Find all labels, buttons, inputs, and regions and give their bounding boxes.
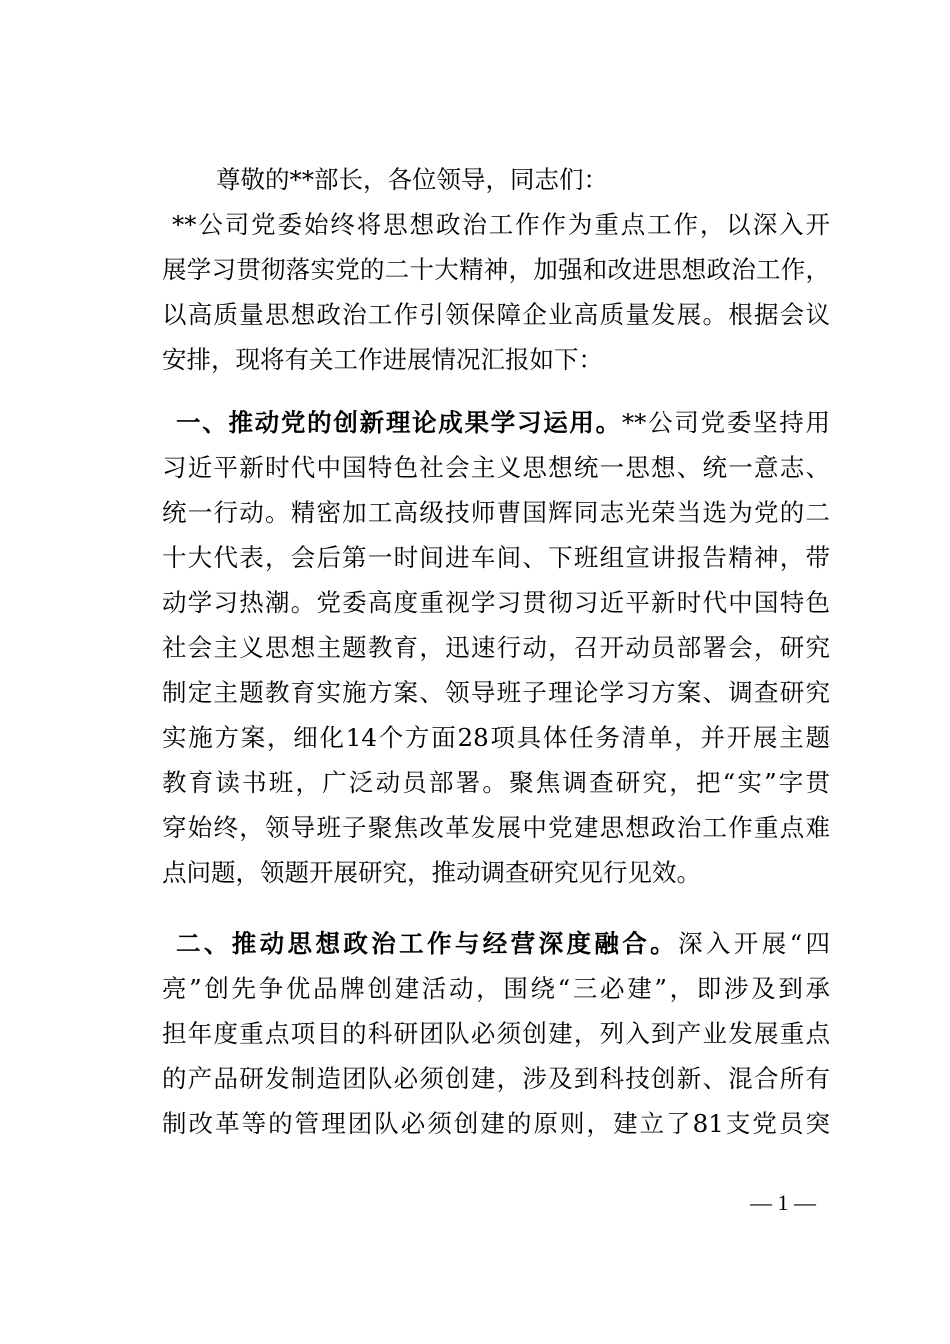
section1-line-3: 十大代表，会后第一时间进车间、下班组宣讲报告精神，带 xyxy=(162,543,830,572)
intro-line-4: 安排，现将有关工作进展情况汇报如下： xyxy=(162,345,603,374)
page-number: — 1 — xyxy=(750,1190,816,1215)
section1-line-5: 社会主义思想主题教育，迅速行动，召开动员部署会，研究 xyxy=(162,633,830,662)
section2-line-4: 制改革等的管理团队必须创建的原则，建立了81支党员突 xyxy=(162,1109,830,1138)
intro-line-3: 以高质量思想政治工作引领保障企业高质量发展。根据会议 xyxy=(162,300,830,329)
section1-line-10: 点问题，领题开展研究，推动调查研究见行见效。 xyxy=(162,858,701,887)
section1-line-4: 动学习热潮。党委高度重视学习贯彻习近平新时代中国特色 xyxy=(162,588,830,617)
section1-line-8: 教育读书班，广泛动员部署。聚焦调查研究，把“实”字贯 xyxy=(162,768,830,797)
section2-line-3: 的产品研发制造团队必须创建，涉及到科技创新、混合所有 xyxy=(162,1064,830,1093)
section2-line-1: 亮”创先争优品牌创建活动，围绕“三必建”，即涉及到承 xyxy=(162,974,830,1003)
salutation: 尊敬的**部长，各位领导，同志们： xyxy=(216,165,608,194)
section1-line-7: 实施方案，细化14个方面28项具体任务清单，并开展主题 xyxy=(162,723,830,752)
intro-line-2: 展学习贯彻落实党的二十大精神，加强和改进思想政治工作， xyxy=(162,255,830,284)
section1-line-2: 统一行动。精密加工高级技师曹国辉同志光荣当选为党的二 xyxy=(162,498,830,527)
section2-line-2: 担年度重点项目的科研团队必须创建，列入到产业发展重点 xyxy=(162,1019,830,1048)
section2-first-line-text: 深入开展“四 xyxy=(678,929,831,958)
section1-line-6: 制定主题教育实施方案、领导班子理论学习方案、调查研究 xyxy=(162,678,830,707)
section1-line-1: 习近平新时代中国特色社会主义思想统一思想、统一意志、 xyxy=(162,453,830,482)
section1-heading: 一、推动党的创新理论成果学习运用。 xyxy=(176,408,622,437)
section1-line-9: 穿始终，领导班子聚焦改革发展中党建思想政治工作重点难 xyxy=(162,813,830,842)
intro-line-1: **公司党委始终将思想政治工作作为重点工作，以深入开 xyxy=(172,210,830,239)
section1-first-line xyxy=(176,407,830,439)
section1-first-line-text: **公司党委坚持用 xyxy=(621,408,831,437)
section2-first-line xyxy=(176,928,830,960)
section2-heading: 二、推动思想政治工作与经营深度融合。 xyxy=(176,929,679,958)
